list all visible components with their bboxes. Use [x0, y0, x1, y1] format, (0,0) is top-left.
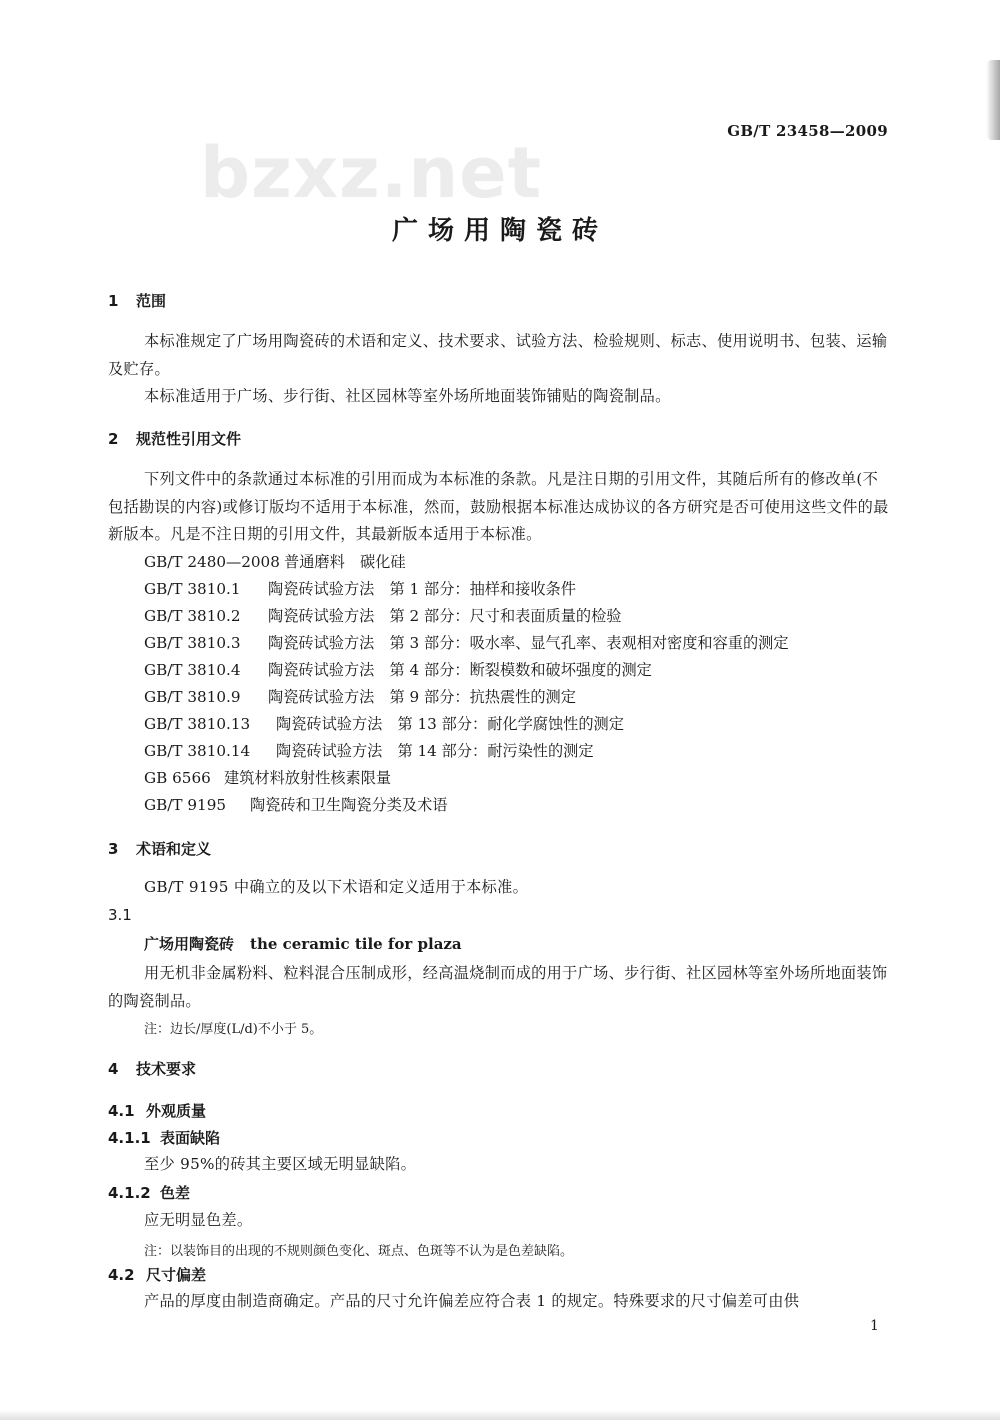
reference-code: GB/T 3810.13: [144, 715, 251, 733]
subsection-title: 尺寸偏差: [146, 1266, 207, 1284]
subsection-4-2-heading: [108, 1264, 206, 1285]
reference-code: GB/T 3810.2: [144, 607, 241, 625]
subsection-4-1-2-heading: [108, 1182, 190, 1203]
section-number: 1: [108, 292, 119, 310]
watermark: bzxz.net: [200, 132, 543, 214]
reference-item: [144, 713, 624, 734]
reference-title: 陶瓷砖试验方法 第 14 部分：耐污染性的测定: [276, 742, 594, 760]
term-english: the ceramic tile for plaza: [250, 935, 462, 953]
reference-code: GB/T 9195: [144, 796, 227, 814]
page-edge-shadow: [986, 60, 1000, 140]
subsection-3-1-number: 3.1: [108, 906, 132, 924]
section-number: 4: [108, 1060, 119, 1078]
term-entry: [144, 933, 462, 954]
section-3-heading: [108, 838, 211, 859]
reference-item: [144, 605, 621, 626]
reference-item: [144, 740, 594, 761]
reference-item: [144, 632, 789, 653]
term-note: 注：边长/厚度(L/d)不小于 5。: [144, 1022, 323, 1037]
section-number: 3: [108, 840, 119, 858]
subsection-title: 色差: [160, 1184, 191, 1202]
reference-title: 陶瓷砖试验方法 第 9 部分：抗热震性的测定: [268, 688, 576, 706]
subsection-4-2-text: 产品的厚度由制造商确定。产品的尺寸允许偏差应符合表 1 的规定。特殊要求的尺寸偏差可由供: [144, 1292, 800, 1310]
section-2-paragraph-1: 下列文件中的条款通过本标准的引用而成为本标准的条款。凡是注日期的引用文件，其随后所有的修改单(不包括勘误的内容)或修订版均不适用于本标准，然而，鼓励根据本标准达成协议的各方研究是否可使用这些文件的最新版本。凡是不注日期的引用文件，其最新版本适用于本标准。: [108, 470, 889, 543]
page-number: 1: [870, 1318, 879, 1334]
subsection-4-1-heading: [108, 1100, 206, 1121]
reference-item: [144, 686, 576, 707]
subsection-4-1-2-note: 注：以装饰目的出现的不规则颜色变化、斑点、色斑等不认为是色差缺陷。: [144, 1244, 574, 1259]
subsection-number: 4.1.2: [108, 1184, 151, 1202]
section-title: 术语和定义: [136, 840, 212, 858]
section-title: 规范性引用文件: [136, 430, 242, 448]
section-1-paragraph-2: 本标准适用于广场、步行街、社区园林等室外场所地面装饰铺贴的陶瓷制品。: [144, 387, 671, 405]
reference-title: 普通磨料 碳化硅: [284, 553, 406, 571]
document-title: 广场用陶瓷砖: [391, 216, 608, 246]
reference-item: [144, 767, 391, 788]
reference-title: 陶瓷砖试验方法 第 3 部分：吸水率、显气孔率、表观相对密度和容重的测定: [268, 634, 789, 652]
subsection-number: 4.1: [108, 1102, 135, 1120]
reference-item: [144, 578, 576, 599]
reference-item: [144, 794, 447, 815]
section-title: 技术要求: [136, 1060, 197, 1078]
reference-item: [144, 659, 652, 680]
reference-code: GB/T 3810.3: [144, 634, 241, 652]
subsection-4-1-1-heading: [108, 1127, 220, 1148]
subsection-4-1-2-text: 应无明显色差。: [144, 1211, 253, 1229]
subsection-4-1-1-text: 至少 95%的砖其主要区域无明显缺陷。: [144, 1155, 417, 1173]
page-bottom-shadow: [0, 1410, 1000, 1420]
section-1-heading: [108, 290, 166, 311]
subsection-title: 外观质量: [146, 1102, 207, 1120]
subsection-number: 4.2: [108, 1266, 135, 1284]
subsection-title: 表面缺陷: [160, 1129, 221, 1147]
reference-title: 陶瓷砖试验方法 第 4 部分：断裂模数和破坏强度的测定: [268, 661, 652, 679]
reference-code: GB 6566: [144, 769, 211, 787]
section-3-paragraph-1: GB/T 9195 中确立的及以下术语和定义适用于本标准。: [144, 878, 529, 896]
reference-item: [144, 551, 406, 572]
reference-code: GB/T 3810.4: [144, 661, 241, 679]
section-number: 2: [108, 430, 119, 448]
standard-number: GB/T 23458—2009: [727, 122, 888, 140]
section-title: 范围: [136, 292, 167, 310]
reference-title: 建筑材料放射性核素限量: [224, 769, 392, 787]
reference-title: 陶瓷砖试验方法 第 1 部分：抽样和接收条件: [268, 580, 576, 598]
reference-code: GB/T 3810.1: [144, 580, 241, 598]
reference-code: GB/T 2480—2008: [144, 553, 280, 571]
subsection-number: 4.1.1: [108, 1129, 151, 1147]
section-1-paragraph-1: 本标准规定了广场用陶瓷砖的术语和定义、技术要求、试验方法、检验规则、标志、使用说明书、包装、运输及贮存。: [108, 332, 888, 378]
section-2-heading: [108, 428, 241, 449]
reference-title: 陶瓷砖试验方法 第 2 部分：尺寸和表面质量的检验: [268, 607, 622, 625]
section-4-heading: [108, 1058, 196, 1079]
term-definition: 用无机非金属粉料、粒料混合压制成形，经高温烧制而成的用于广场、步行街、社区园林等室外场所地面装饰的陶瓷制品。: [108, 964, 888, 1010]
reference-code: GB/T 3810.14: [144, 742, 251, 760]
reference-title: 陶瓷砖试验方法 第 13 部分：耐化学腐蚀性的测定: [276, 715, 624, 733]
reference-title: 陶瓷砖和卫生陶瓷分类及术语: [250, 796, 448, 814]
term-chinese: 广场用陶瓷砖: [144, 935, 235, 953]
reference-code: GB/T 3810.9: [144, 688, 241, 706]
